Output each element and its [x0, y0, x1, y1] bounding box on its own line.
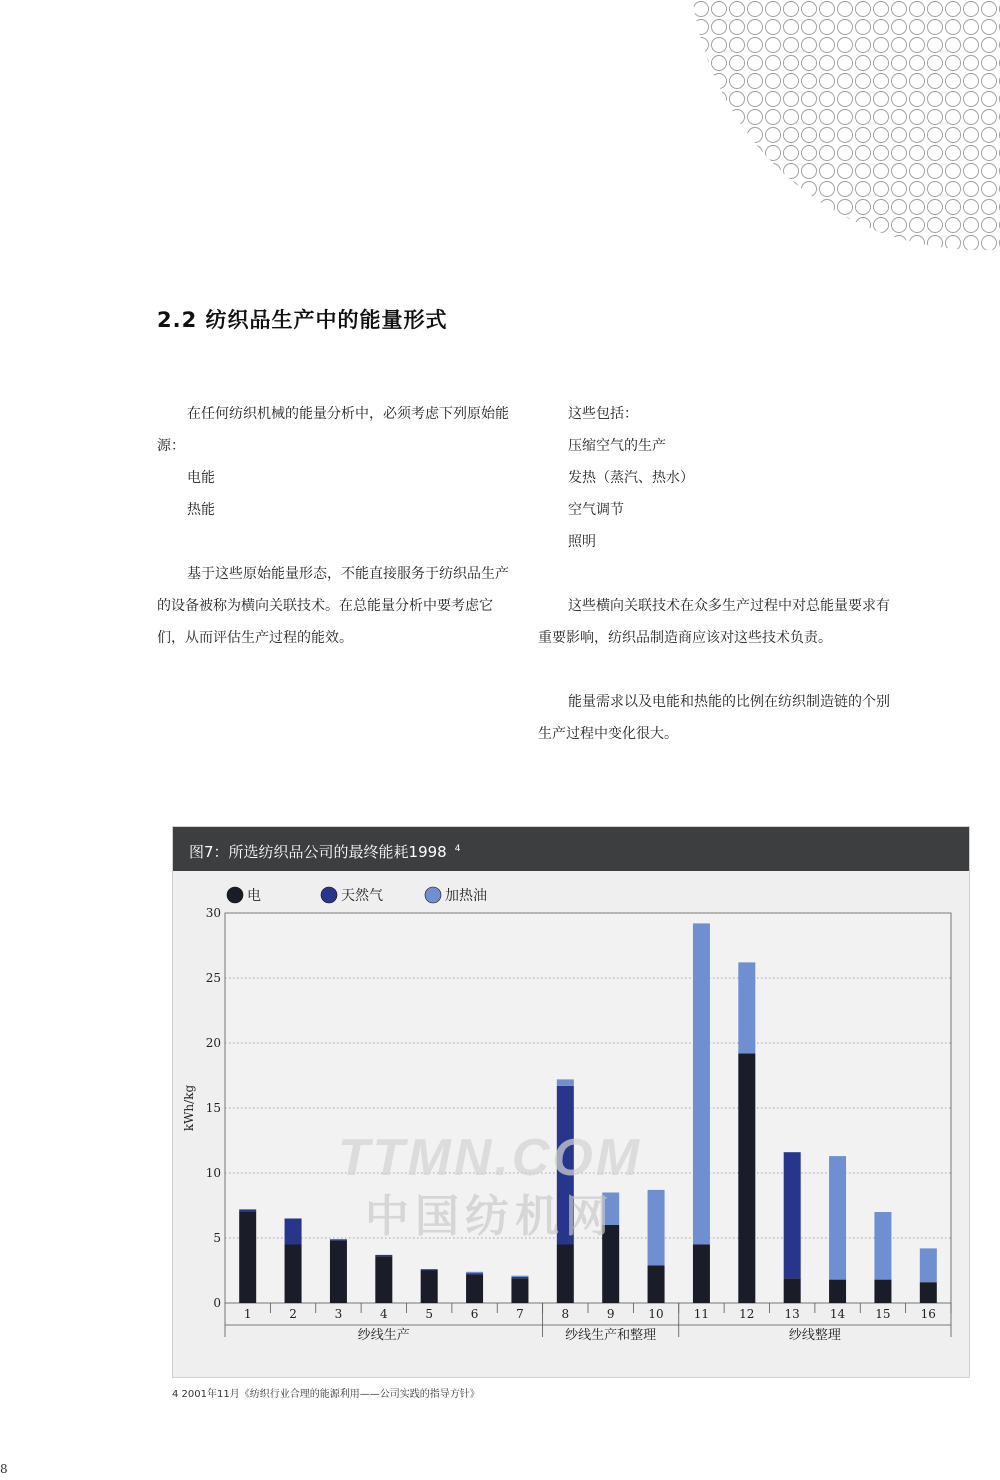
- x-tick-label: 4: [379, 1307, 388, 1321]
- bar-segment: [511, 1276, 528, 1277]
- bar-segment: [874, 1280, 891, 1303]
- bar-segment: [557, 1245, 574, 1304]
- bar-segment: [330, 1241, 347, 1303]
- x-tick-label: 14: [829, 1307, 846, 1321]
- bar-segment: [648, 1190, 665, 1265]
- y-tick-label: 15: [205, 1101, 221, 1115]
- bar-segment: [421, 1271, 438, 1304]
- bar-segment: [511, 1277, 528, 1278]
- bar-segment: [285, 1219, 302, 1245]
- bar-segment: [874, 1212, 891, 1280]
- intro-paragraph: 在任何纺织机械的能量分析中，必须考虑下列原始能源：: [157, 406, 509, 454]
- x-tick-label: 5: [425, 1307, 434, 1321]
- bar-segment: [375, 1255, 392, 1256]
- x-tick-label: 6: [470, 1307, 479, 1321]
- bar-segment: [648, 1265, 665, 1303]
- included-item: 空气调节: [568, 502, 624, 518]
- y-tick-label: 5: [213, 1231, 221, 1245]
- includes-label: 这些包括：: [568, 406, 638, 422]
- bar-segment: [738, 1053, 755, 1303]
- section-heading: 2.2 纺织品生产中的能量形式: [157, 308, 448, 332]
- x-tick-label: 15: [875, 1307, 891, 1321]
- footnote: 4 2001年11月《纺织行业合理的能源利用——公司实践的指导方针》: [172, 1389, 480, 1400]
- bar-segment: [466, 1272, 483, 1273]
- x-tick-label: 12: [739, 1307, 755, 1321]
- bar-segment: [920, 1248, 937, 1282]
- bar-segment: [784, 1152, 801, 1278]
- legend-swatch: [227, 887, 243, 903]
- y-tick-label: 20: [205, 1036, 221, 1050]
- watermark-cn: 中国纺机网: [365, 1191, 615, 1242]
- bar-segment: [602, 1225, 619, 1303]
- y-tick-label: 25: [205, 971, 221, 985]
- page-number: 8: [0, 1462, 8, 1476]
- included-item: 压缩空气的生产: [568, 438, 666, 454]
- bar-segment: [784, 1278, 801, 1303]
- energy-source-item: 热能: [187, 502, 215, 518]
- bar-segment: [421, 1269, 438, 1270]
- x-tick-label: 16: [920, 1307, 936, 1321]
- legend-label: 电: [247, 888, 261, 904]
- bar-segment: [285, 1245, 302, 1304]
- bar-segment: [557, 1079, 574, 1086]
- legend-label: 加热油: [445, 888, 487, 904]
- legend-swatch: [425, 887, 441, 903]
- x-tick-label: 1: [243, 1307, 252, 1321]
- bar-segment: [511, 1278, 528, 1303]
- bar-segment: [920, 1282, 937, 1303]
- energy-source-item: 电能: [187, 470, 215, 486]
- x-tick-label: 3: [334, 1307, 343, 1321]
- y-tick-label: 0: [213, 1296, 221, 1310]
- y-tick-label: 30: [205, 906, 221, 920]
- legend-label: 天然气: [341, 888, 383, 904]
- y-axis-label: kWh/kg: [182, 1084, 196, 1132]
- x-tick-label: 13: [784, 1307, 800, 1321]
- bar-segment: [602, 1193, 619, 1226]
- x-tick-label: 2: [289, 1307, 297, 1321]
- bar-segment: [557, 1086, 574, 1245]
- x-tick-label: 9: [606, 1307, 615, 1321]
- included-item: 发热（蒸汽、热水）: [568, 470, 694, 486]
- figure-title: 图7：所选纺织品公司的最终能耗1998: [189, 843, 447, 861]
- x-tick-label: 10: [648, 1307, 664, 1321]
- cross-technology-paragraph: 基于这些原始能量形态，不能直接服务于纺织品生产的设备被称为横向关联技术。在总能量分析中要考虑它们，从而评估生产过程的能效。: [157, 566, 509, 646]
- bar-segment: [239, 1209, 256, 1212]
- legend-swatch: [321, 887, 337, 903]
- bar-segment: [829, 1280, 846, 1303]
- group-label: 纱线生产和整理: [565, 1328, 657, 1343]
- included-item: 照明: [568, 534, 596, 550]
- bar-segment: [738, 962, 755, 1053]
- bar-segment: [330, 1239, 347, 1240]
- left-column: [157, 398, 517, 654]
- figure-7-chart: [172, 826, 970, 1378]
- bar-segment: [239, 1212, 256, 1303]
- x-tick-label: 8: [561, 1307, 570, 1321]
- group-label: 纱线整理: [788, 1328, 841, 1343]
- bar-segment: [466, 1273, 483, 1274]
- bar-segment: [466, 1274, 483, 1303]
- bar-segment: [829, 1156, 846, 1280]
- x-tick-label: 7: [516, 1307, 524, 1321]
- bar-segment: [693, 923, 710, 1244]
- decorative-globe: [620, 0, 1000, 260]
- bar-segment: [375, 1256, 392, 1303]
- right-column: [538, 398, 898, 750]
- x-tick-label: 11: [693, 1307, 710, 1321]
- figure-title-bar: [173, 827, 969, 871]
- y-tick-label: 10: [205, 1166, 221, 1180]
- bar-segment: [693, 1245, 710, 1304]
- watermark-url: TTMN.COM: [337, 1129, 643, 1187]
- figure-reference: 4: [454, 844, 461, 854]
- impact-paragraph: 这些横向关联技术在众多生产过程中对总能量要求有重要影响，纺织品制造商应该对这些技术负责。: [538, 598, 890, 646]
- group-label: 纱线生产: [357, 1328, 410, 1343]
- stacked-bar-chart: [173, 871, 969, 1377]
- demand-paragraph: 能量需求以及电能和热能的比例在纺织制造链的个别生产过程中变化很大。: [538, 694, 890, 742]
